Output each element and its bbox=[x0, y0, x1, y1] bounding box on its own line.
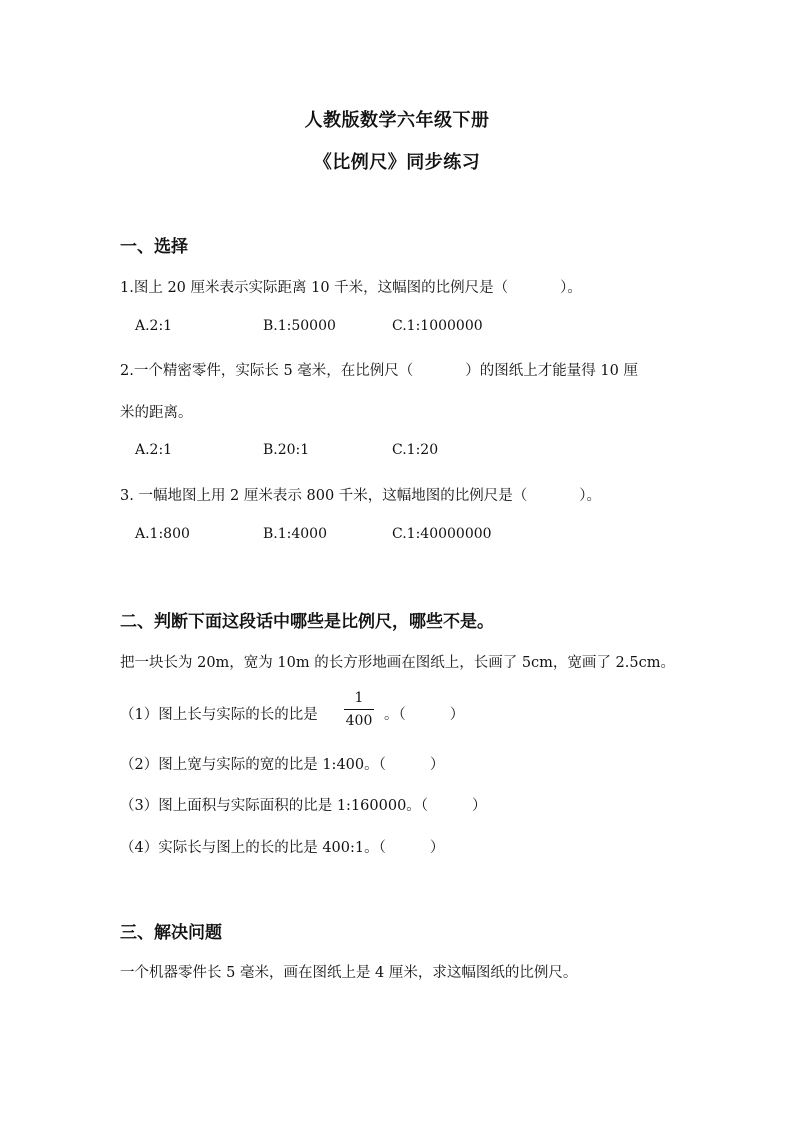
question-1-end: ）。 bbox=[560, 280, 582, 296]
question-1 bbox=[120, 276, 582, 297]
option-c: C.1:40000000 bbox=[392, 526, 492, 542]
question-2-end: ）的图纸上才能量得 10 厘 bbox=[465, 363, 638, 379]
fraction-denominator: 400 bbox=[345, 713, 373, 729]
section-1-heading: 一、选择 bbox=[120, 237, 188, 257]
option-a: A.2:1 bbox=[135, 442, 173, 458]
judgement-item-3 bbox=[120, 794, 487, 815]
question-3 bbox=[120, 484, 601, 505]
section-3-heading: 三、解决问题 bbox=[120, 923, 222, 943]
option-b: B.1:50000 bbox=[263, 318, 336, 334]
judgement-item-2 bbox=[120, 753, 444, 774]
judgement-item-1-open: 。（ bbox=[384, 707, 406, 723]
option-a: A.1:800 bbox=[135, 526, 190, 542]
judgement-item-3-close: ） bbox=[472, 798, 487, 814]
question-3-text: 3. 一幅地图上用 2 厘米表示 800 千米，这幅地图的比例尺是（ bbox=[120, 488, 528, 504]
fraction bbox=[344, 689, 374, 730]
section-2-heading: 二、判断下面这段话中哪些是比例尺，哪些不是。 bbox=[120, 612, 494, 632]
judgement-item-4-text: （4）实际长与图上的长的比是 400:1。（ bbox=[120, 840, 386, 856]
page-subtitle: 《比例尺》同步练习 bbox=[313, 152, 481, 173]
judgement-item-3-text: （3）图上面积与实际面积的比是 1:160000。（ bbox=[120, 798, 429, 814]
judgement-item-2-text: （2）图上宽与实际的宽的比是 1:400。（ bbox=[120, 757, 386, 773]
option-a: A.2:1 bbox=[135, 318, 173, 334]
judgement-item-4 bbox=[120, 836, 444, 857]
question-2-line2: 米的距离。 bbox=[120, 405, 193, 421]
judgement-item-1 bbox=[120, 703, 318, 724]
question-3-end: ）。 bbox=[579, 488, 602, 504]
fraction-bar bbox=[344, 709, 374, 710]
option-b: B.1:4000 bbox=[263, 526, 327, 542]
fraction-numerator: 1 bbox=[354, 690, 364, 706]
judgement-item-1-tail bbox=[384, 703, 464, 724]
option-c: C.1:1000000 bbox=[392, 318, 483, 334]
page-title: 人教版数学六年级下册 bbox=[304, 110, 490, 131]
option-b: B.20:1 bbox=[263, 442, 310, 458]
judgement-item-1-text: （1）图上长与实际的长的比是 bbox=[120, 707, 318, 723]
section-2-intro: 把一块长为 20m，宽为 10m 的长方形地画在图纸上，长画了 5cm，宽画了 2.5cm。 bbox=[120, 655, 675, 671]
judgement-item-4-close: ） bbox=[429, 840, 445, 856]
section-3-problem: 一个机器零件长 5 毫米，画在图纸上是 4 厘米，求这幅图纸的比例尺。 bbox=[120, 965, 578, 981]
judgement-item-2-close: ） bbox=[429, 757, 445, 773]
option-c: C.1:20 bbox=[392, 442, 439, 458]
question-2 bbox=[120, 359, 638, 380]
judgement-item-1-close: ） bbox=[449, 707, 465, 723]
question-1-text: 1.图上 20 厘米表示实际距离 10 千米，这幅图的比例尺是（ bbox=[120, 280, 509, 296]
question-2-text: 2.一个精密零件，实际长 5 毫米，在比例尺（ bbox=[120, 363, 414, 379]
